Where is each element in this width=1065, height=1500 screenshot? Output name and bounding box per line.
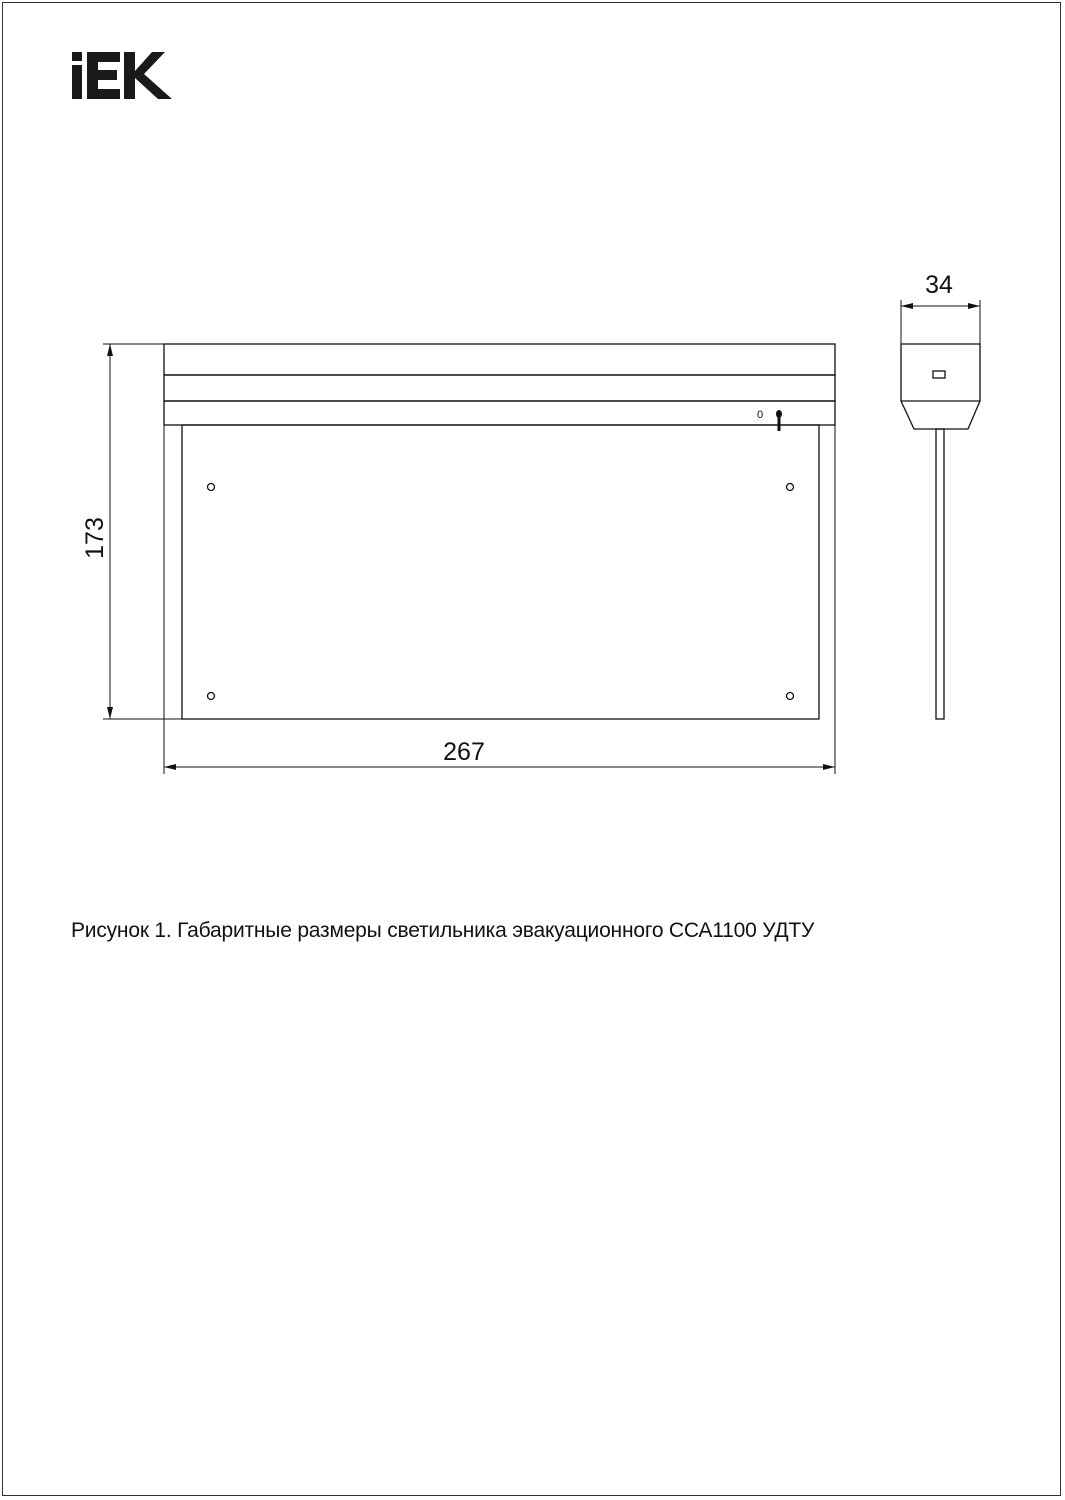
front-view — [164, 344, 835, 719]
mount-hole-bottom-left — [208, 693, 215, 700]
depth-dimension — [901, 300, 980, 344]
height-value: 173 — [81, 517, 109, 559]
sign-panel — [182, 425, 819, 719]
figure-caption: Рисунок 1. Габаритные размеры светильника эвакуационного ССА1100 УДТУ — [71, 919, 815, 942]
width-dimension — [164, 425, 835, 774]
switch-label: 0 — [757, 409, 764, 421]
side-indicator — [933, 371, 945, 378]
side-view — [901, 344, 980, 719]
width-value: 267 — [443, 738, 485, 766]
side-housing — [901, 344, 980, 429]
side-panel-edge — [936, 429, 944, 719]
height-dimension — [103, 344, 182, 719]
switch-icon — [757, 409, 782, 431]
mount-hole-top-left — [208, 484, 215, 491]
housing-bottom-strip — [164, 401, 835, 425]
housing-top-strip — [164, 344, 835, 375]
housing-middle-strip — [164, 375, 835, 401]
depth-value: 34 — [925, 271, 953, 299]
mount-hole-bottom-right — [787, 693, 794, 700]
mount-hole-top-right — [787, 484, 794, 491]
